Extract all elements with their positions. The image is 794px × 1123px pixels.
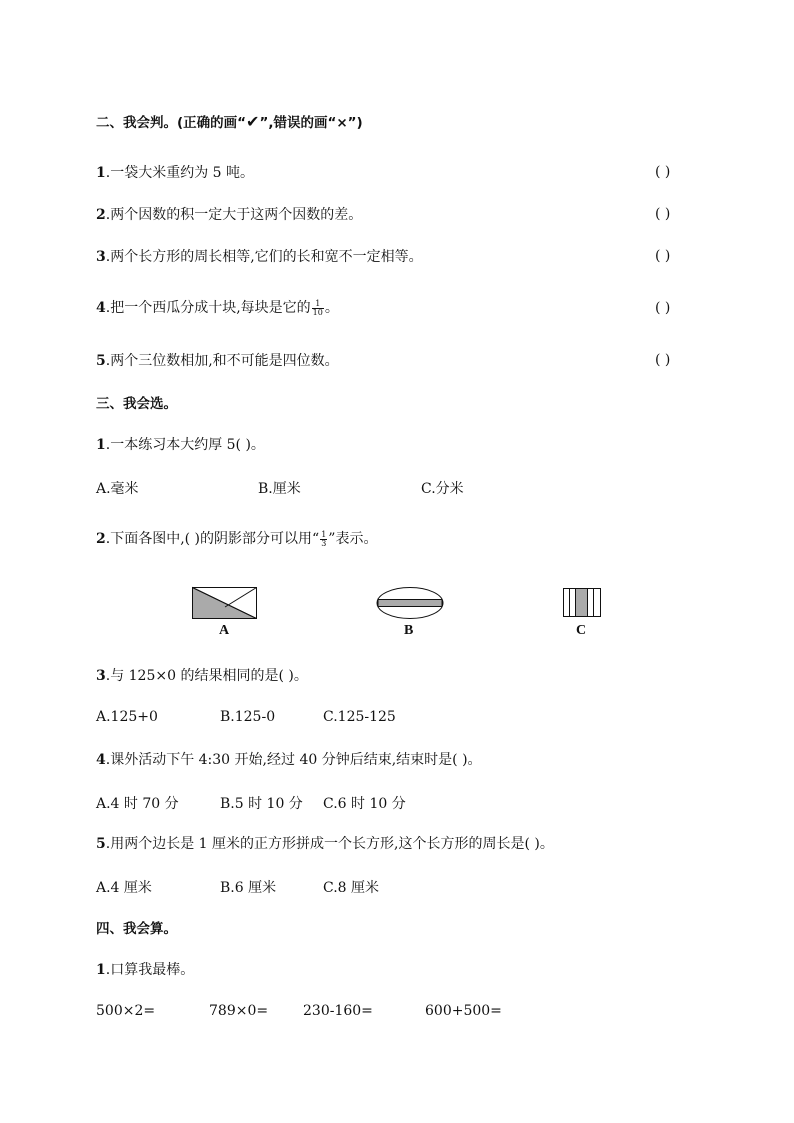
calc-expr-4: 600+500= bbox=[425, 1003, 502, 1019]
choice-question-1 bbox=[96, 436, 265, 454]
figure-c-rectangle bbox=[563, 588, 603, 618]
section-2-title-start: 二、我会判。(正确的画“ bbox=[96, 115, 247, 131]
figure-b-shaded-strip bbox=[378, 600, 442, 607]
question-number: 4 bbox=[96, 752, 106, 768]
q1-option-c[interactable]: C.分米 bbox=[421, 481, 464, 497]
item-number: 3 bbox=[96, 249, 106, 265]
choice-question-3 bbox=[96, 667, 308, 685]
q4-option-b[interactable]: B.5 时 10 分 bbox=[220, 796, 303, 812]
section-2-title-end: ”,错误的画“×”) bbox=[259, 115, 363, 131]
judge-item-5 bbox=[96, 352, 339, 370]
q1-option-a[interactable]: A.毫米 bbox=[96, 481, 139, 497]
item-text: .两个三位数相加,和不可能是四位数。 bbox=[105, 353, 339, 369]
q5-option-b[interactable]: B.6 厘米 bbox=[220, 880, 277, 896]
answer-blank-4[interactable]: ( ) bbox=[655, 300, 671, 316]
section-4-title: 四、我会算。 bbox=[96, 921, 177, 937]
question-text: .与 125×0 的结果相同的是( )。 bbox=[105, 668, 308, 684]
figure-c-label: C bbox=[576, 623, 587, 638]
question-text: .用两个边长是 1 厘米的正方形拼成一个长方形,这个长方形的周长是( )。 bbox=[105, 836, 554, 852]
question-text: .下面各图中,( )的阴影部分可以用“ bbox=[105, 531, 320, 547]
judge-item-2 bbox=[96, 206, 362, 224]
item-text: .一袋大米重约为 5 吨。 bbox=[105, 165, 255, 181]
fraction-numerator: 1 bbox=[312, 300, 324, 309]
item-number: 2 bbox=[96, 207, 106, 223]
answer-blank-2[interactable]: ( ) bbox=[655, 206, 671, 222]
q3-option-c[interactable]: C.125-125 bbox=[323, 709, 396, 725]
section-2-title bbox=[96, 113, 363, 132]
item-text: .把一个西瓜分成十块,每块是它的 bbox=[105, 300, 311, 316]
figure-a-label: A bbox=[219, 623, 230, 638]
q5-option-c[interactable]: C.8 厘米 bbox=[323, 880, 380, 896]
item-number: 5 bbox=[96, 353, 106, 369]
q3-option-b[interactable]: B.125-0 bbox=[220, 709, 276, 725]
figure-b-ellipse bbox=[376, 586, 444, 620]
calc-expr-1: 500×2= bbox=[96, 1003, 156, 1019]
fraction-one-tenth bbox=[312, 300, 324, 317]
q4-option-c[interactable]: C.6 时 10 分 bbox=[323, 796, 406, 812]
question-text: .课外活动下午 4:30 开始,经过 40 分钟后结束,结束时是( )。 bbox=[105, 752, 482, 768]
item-number: 4 bbox=[96, 300, 106, 316]
judge-item-4 bbox=[96, 299, 339, 317]
judge-item-3 bbox=[96, 248, 423, 266]
question-number: 3 bbox=[96, 668, 106, 684]
answer-blank-3[interactable]: ( ) bbox=[655, 248, 671, 264]
answer-blank-5[interactable]: ( ) bbox=[655, 352, 671, 368]
item-number: 1 bbox=[96, 165, 106, 181]
question-text: .口算我最棒。 bbox=[105, 962, 195, 978]
q4-option-a[interactable]: A.4 时 70 分 bbox=[96, 796, 179, 812]
calc-expr-2: 789×0= bbox=[209, 1003, 269, 1019]
question-text-end: ”表示。 bbox=[328, 531, 378, 547]
figure-a-rectangle bbox=[192, 587, 258, 620]
item-text-end: 。 bbox=[324, 300, 339, 316]
choice-question-5 bbox=[96, 835, 554, 853]
figure-b-label: B bbox=[404, 623, 414, 638]
check-mark-icon: ✔ bbox=[246, 112, 260, 131]
question-number: 2 bbox=[96, 531, 106, 547]
question-number: 5 bbox=[96, 836, 106, 852]
q1-option-b[interactable]: B.厘米 bbox=[258, 481, 301, 497]
fraction-denominator: 3 bbox=[321, 538, 327, 548]
question-text: .一本练习本大约厚 5( )。 bbox=[105, 437, 265, 453]
question-number: 1 bbox=[96, 962, 106, 978]
question-number: 1 bbox=[96, 437, 106, 453]
fraction-denominator: 10 bbox=[312, 307, 323, 317]
choice-question-2 bbox=[96, 530, 377, 548]
judge-item-1 bbox=[96, 164, 254, 182]
fraction-one-third bbox=[320, 531, 327, 548]
section-3-title: 三、我会选。 bbox=[96, 396, 177, 412]
figure-c-shaded-part bbox=[576, 589, 588, 617]
fraction-numerator: 1 bbox=[321, 529, 327, 539]
calc-expr-3: 230-160= bbox=[303, 1003, 373, 1019]
answer-blank-1[interactable]: ( ) bbox=[655, 164, 671, 180]
q3-option-a[interactable]: A.125+0 bbox=[96, 709, 158, 725]
q5-option-a[interactable]: A.4 厘米 bbox=[96, 880, 152, 896]
item-text: .两个因数的积一定大于这两个因数的差。 bbox=[105, 207, 363, 223]
choice-question-4 bbox=[96, 751, 482, 769]
item-text: .两个长方形的周长相等,它们的长和宽不一定相等。 bbox=[105, 249, 423, 265]
calc-question-1 bbox=[96, 961, 194, 979]
